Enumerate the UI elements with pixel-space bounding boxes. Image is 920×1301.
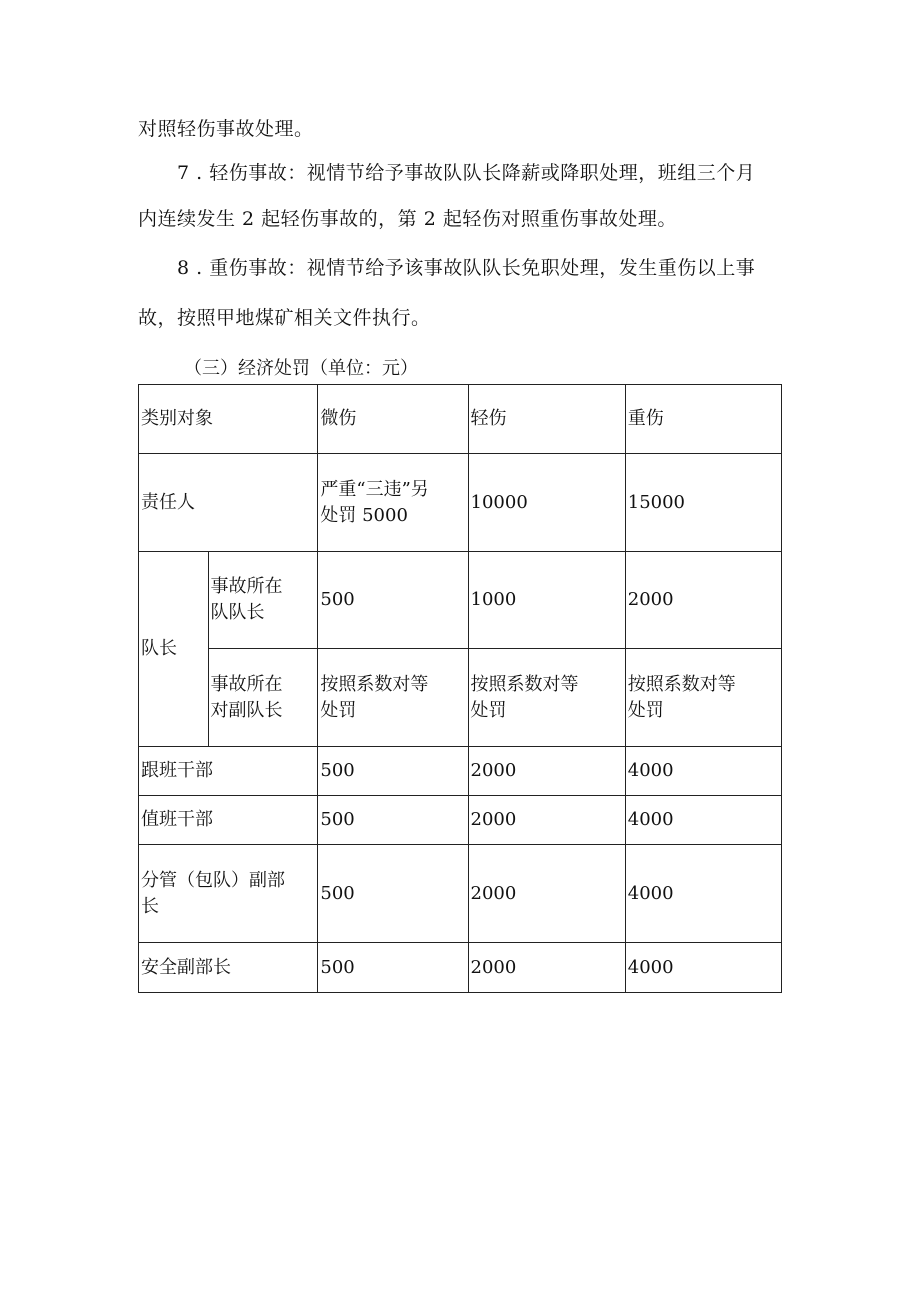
cell-minor: 500 <box>318 747 468 796</box>
row-label-duty-cadre: 值班干部 <box>139 796 318 845</box>
cell-serious: 4000 <box>625 796 781 845</box>
row-label-shift-cadre: 跟班干部 <box>139 747 318 796</box>
item-8-line-1: 8 . 重伤事故：视情节给予该事故队队长免职处理，发生重伤以上事 <box>177 257 756 279</box>
table-row <box>139 747 782 796</box>
header-serious-injury: 重伤 <box>625 385 781 454</box>
cell-minor: 500 <box>318 845 468 943</box>
table-row <box>139 454 782 552</box>
cell-light: 2000 <box>468 747 625 796</box>
row-label-deputy-captain: 事故所在 对副队长 <box>208 649 318 747</box>
item-7-line-1: 7 . 轻伤事故：视情节给予事故队队长降薪或降职处理，班组三个月 <box>177 162 756 184</box>
table-row <box>139 552 782 649</box>
item-8-line-2: 故，按照甲地煤矿相关文件执行。 <box>138 307 431 329</box>
row-label-responsible: 责任人 <box>139 454 318 552</box>
row-label-deputy-minister-in-charge: 分管（包队）副部 长 <box>139 845 318 943</box>
cell-minor: 严重“三违”另 处罚 5000 <box>318 454 468 552</box>
item-7-line-2: 内连续发生 2 起轻伤事故的，第 2 起轻伤对照重伤事故处理。 <box>138 208 677 230</box>
cell-serious: 4000 <box>625 747 781 796</box>
cell-light: 2000 <box>468 845 625 943</box>
penalty-table <box>138 384 782 993</box>
table-row <box>139 845 782 943</box>
table-row <box>139 649 782 747</box>
cell-serious: 4000 <box>625 943 781 993</box>
cell-minor: 500 <box>318 552 468 649</box>
table-row <box>139 943 782 993</box>
cell-minor: 500 <box>318 796 468 845</box>
cell-serious: 15000 <box>625 454 781 552</box>
cell-light: 按照系数对等 处罚 <box>468 649 625 747</box>
cell-serious: 2000 <box>625 552 781 649</box>
row-label-safety-deputy-minister: 安全副部长 <box>139 943 318 993</box>
cell-minor: 500 <box>318 943 468 993</box>
cell-light: 2000 <box>468 796 625 845</box>
cell-serious: 4000 <box>625 845 781 943</box>
row-group-label-team-leader: 队长 <box>139 552 209 747</box>
section-title: （三）经济处罚（单位：元） <box>184 358 418 379</box>
header-light-injury: 轻伤 <box>468 385 625 454</box>
cell-minor: 按照系数对等 处罚 <box>318 649 468 747</box>
cell-serious: 按照系数对等 处罚 <box>625 649 781 747</box>
table-row <box>139 796 782 845</box>
header-category: 类别对象 <box>139 385 318 454</box>
cell-light: 1000 <box>468 552 625 649</box>
table-header-row <box>139 385 782 454</box>
paragraph-line: 对照轻伤事故处理。 <box>138 118 314 140</box>
row-label-team-captain: 事故所在 队队长 <box>208 552 318 649</box>
header-minor-injury: 微伤 <box>318 385 468 454</box>
cell-light: 10000 <box>468 454 625 552</box>
cell-light: 2000 <box>468 943 625 993</box>
